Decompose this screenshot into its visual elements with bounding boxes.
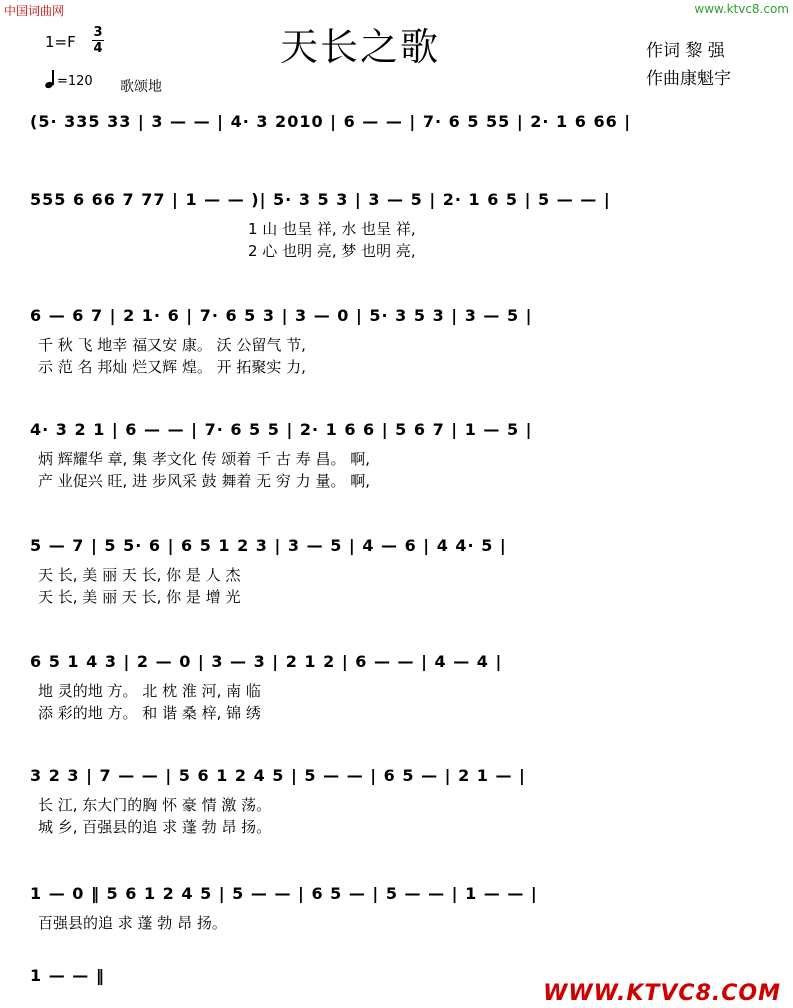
composer: 作曲康魁宇 [646,69,731,89]
meter-bottom: 4 [93,41,103,56]
lyric-line-2: 城 乡, 百强县的追 求 蓬 勃 昂 扬。 [38,818,272,836]
lyric-line-1: 地 灵的地 方。 北 枕 淮 河, 南 临 [38,682,261,700]
key-signature: 1=F [45,33,76,51]
notation-line: 1 — — ‖ [30,966,105,985]
tempo-mark [45,70,93,89]
notation-line: 3 2 3 | 7 — — | 5 6 1 2 4 5 | 5 — — | 6 5 — | 2 1 — | [30,766,526,785]
performance-style: 歌颂地 [120,79,162,95]
lyric-line-2: 示 范 名 邦灿 烂又辉 煌。 开 拓聚实 力, [38,358,306,376]
footer-watermark: WWW.KTVC8.COM [543,981,781,1006]
meter-top: 3 [93,25,103,40]
watermark-left: 中国词曲网 [4,4,65,18]
lyric-line-1: 千 秋 飞 地幸 福又安 康。 沃 公留气 节, [38,336,306,354]
song-title: 天长之歌 [280,25,441,69]
lyric-line-1: 炳 辉耀华 章, 集 孝文化 传 颂着 千 古 寿 昌。 啊, [38,450,370,468]
tempo-value: =120 [57,74,93,89]
watermark-right: www.ktvc8.com [694,2,789,16]
lyric-line-1: 百强县的追 求 蓬 勃 昂 扬。 [38,914,227,932]
notation-line: 5 — 7 | 5 5· 6 | 6 5 1 2 3 | 3 — 5 | 4 — 6 | 4 4· 5 | [30,536,507,555]
time-signature [92,26,104,55]
lyric-line-1: 长 江, 东大门的胸 怀 豪 情 激 荡。 [38,796,272,814]
notation-line: (5· 335 33 | 3 — — | 4· 3 2010 | 6 — — | 7· 6 5 55 | 2· 1 6 66 | [30,112,632,131]
lyric-line-2: 天 长, 美 丽 天 长, 你 是 增 光 [38,588,241,606]
credits [646,37,731,93]
lyric-line-1: 1 山 也呈 祥, 水 也呈 祥, [248,220,416,238]
notation-line: 1 — 0 ‖ 5 6 1 2 4 5 | 5 — — | 6 5 — | 5 — — | 1 — — | [30,884,538,903]
notation-line: 6 5 1 4 3 | 2 — 0 | 3 — 3 | 2 1 2 | 6 — — | 4 — 4 | [30,652,503,671]
lyric-line-1: 天 长, 美 丽 天 长, 你 是 人 杰 [38,566,241,584]
notation-line: 6 — 6 7 | 2 1· 6 | 7· 6 5 3 | 3 — 0 | 5· 3 5 3 | 3 — 5 | [30,306,533,325]
notation-line: 555 6 66 7 77 | 1 — — )| 5· 3 5 3 | 3 — 5 | 2· 1 6 5 | 5 — — | [30,190,611,209]
lyric-line-2: 2 心 也明 亮, 梦 也明 亮, [248,242,416,260]
notation-line: 4· 3 2 1 | 6 — — | 7· 6 5 5 | 2· 1 6 6 | 5 6 7 | 1 — 5 | [30,420,533,439]
lyric-line-2: 添 彩的地 方。 和 谐 桑 梓, 锦 绣 [38,704,261,722]
quarter-note-icon [45,70,55,88]
lyric-line-2: 产 业促兴 旺, 进 步风采 鼓 舞着 无 穷 力 量。 啊, [38,472,370,490]
lyricist: 作词 黎 强 [646,41,725,61]
